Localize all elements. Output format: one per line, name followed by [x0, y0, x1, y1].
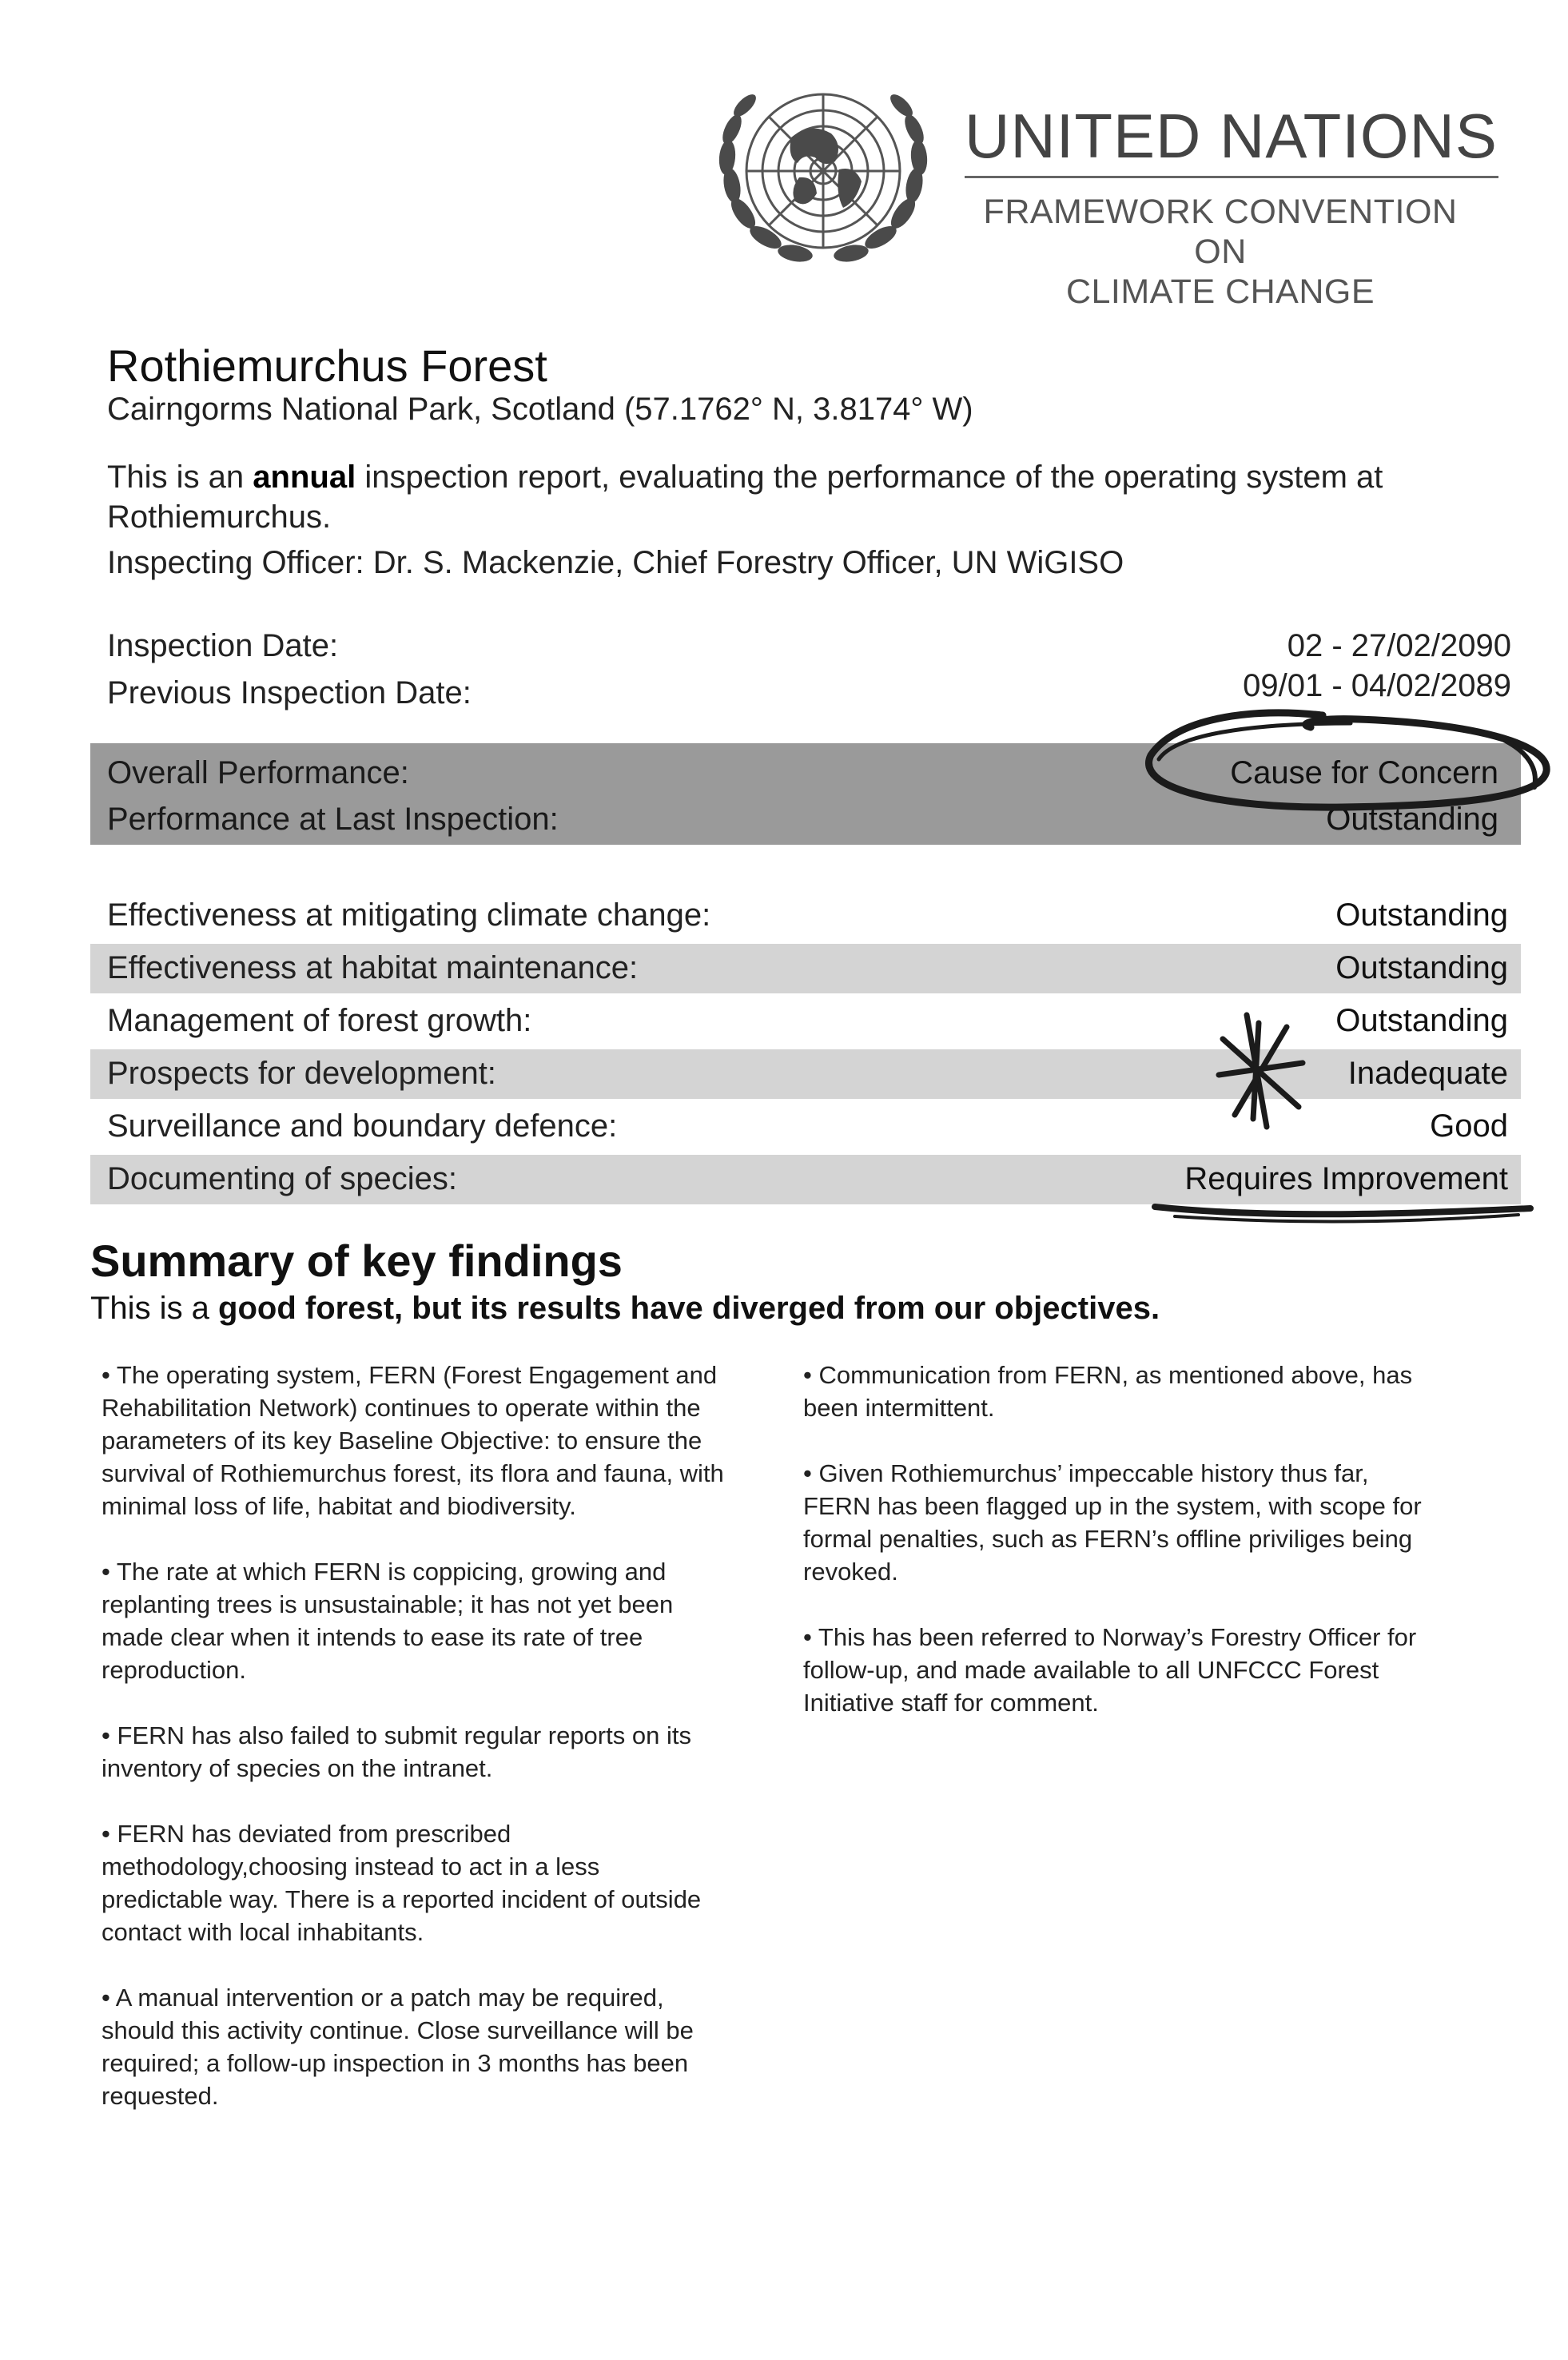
- report-location: Cairngorms National Park, Scotland (57.1762° N, 3.8174° W): [107, 392, 973, 427]
- intro-text-end: inspection report, evaluating the performance of the operating system at Rothiemurchus.: [107, 460, 1383, 535]
- org-name: UNITED NATIONS: [965, 101, 1498, 171]
- summary-subheading-emphasis: good forest, but its results have diverged from our objectives.: [218, 1291, 1160, 1326]
- rating-label: Effectiveness at mitigating climate change:: [107, 897, 711, 933]
- overall-performance-value: Cause for Concern: [1230, 755, 1498, 790]
- finding-bullet: • FERN has also failed to submit regular reports on its inventory of species on the intranet.: [101, 1721, 691, 1782]
- rating-value: Outstanding: [1335, 1003, 1508, 1038]
- previous-inspection-date-value: 09/01 - 04/02/2089: [1243, 668, 1511, 703]
- finding-bullet: • The operating system, FERN (Forest Engagement and Rehabilitation Network) continues to operate within the parameters of its key Baseline Objective: to ensure the survival of Rothiemurchus forest, its flora and fauna, with minimal loss of life, habitat and biodiversity.: [101, 1361, 724, 1520]
- last-performance-value: Outstanding: [1326, 802, 1498, 837]
- overall-performance-label: Overall Performance:: [107, 755, 409, 790]
- org-subtitle-line-2: CLIMATE CHANGE: [1065, 273, 1375, 311]
- circled-annotation: [1148, 713, 1546, 807]
- rating-label: Prospects for development:: [107, 1056, 496, 1091]
- rating-label: Documenting of species:: [107, 1161, 458, 1196]
- rating-value: Requires Improvement: [1184, 1161, 1508, 1196]
- rating-value: Good: [1430, 1108, 1508, 1144]
- inspection-date-value: 02 - 27/02/2090: [1287, 628, 1511, 663]
- rating-label: Management of forest growth:: [107, 1003, 532, 1038]
- underline-annotation: [1155, 1207, 1530, 1222]
- intro-text-start: This is an: [107, 460, 253, 495]
- summary-heading: Summary of key findings: [90, 1236, 623, 1286]
- findings-left-column: [101, 1359, 725, 2145]
- finding-bullet: • FERN has deviated from prescribed methodology,choosing instead to act in a less predictable way. There is a reported incident of outside contact with local inhabitants.: [101, 1820, 702, 1946]
- finding-bullet: • The rate at which FERN is coppicing, growing and replanting trees is unsustainable; it has not yet been made clear when it intends to ease its rate of tree reproduction.: [101, 1558, 674, 1684]
- inspecting-officer: Inspecting Officer: Dr. S. Mackenzie, Chief Forestry Officer, UN WiGISO: [107, 545, 1124, 580]
- summary-subheading-start: This is a: [90, 1291, 219, 1326]
- finding-bullet: • Given Rothiemurchus’ impeccable history thus far, FERN has been flagged up in the system, with scope for formal penalties, such as FERN’s offline priviliges being revoked.: [803, 1459, 1422, 1586]
- finding-bullet: • A manual intervention or a patch may be required, should this activity continue. Close surveillance will be required; a follow-up inspection in 3 months has been requested.: [101, 1984, 694, 2110]
- rating-value: Outstanding: [1335, 950, 1508, 985]
- report-title: Rothiemurchus Forest: [107, 340, 547, 391]
- rating-label: Surveillance and boundary defence:: [107, 1108, 618, 1144]
- rating-value: Outstanding: [1335, 897, 1508, 933]
- finding-bullet: • This has been referred to Norway’s Forestry Officer for follow-up, and made available to all UNFCCC Forest Initiative staff for comment.: [803, 1623, 1417, 1717]
- last-performance-label: Performance at Last Inspection:: [107, 802, 559, 837]
- intro-emphasis: annual: [253, 460, 356, 495]
- summary-subheading: [90, 1291, 1160, 1327]
- rating-value: Inadequate: [1347, 1056, 1508, 1091]
- org-subtitle-line-1: FRAMEWORK CONVENTION ON: [983, 193, 1458, 271]
- findings-right-column: [803, 1359, 1443, 1752]
- inspection-date-label: Inspection Date:: [107, 628, 339, 663]
- rating-label: Effectiveness at habitat maintenance:: [107, 950, 639, 985]
- previous-inspection-date-label: Previous Inspection Date:: [107, 675, 472, 710]
- asterisk-annotation: [1219, 1015, 1303, 1127]
- finding-bullet: • Communication from FERN, as mentioned above, has been intermittent.: [803, 1361, 1413, 1422]
